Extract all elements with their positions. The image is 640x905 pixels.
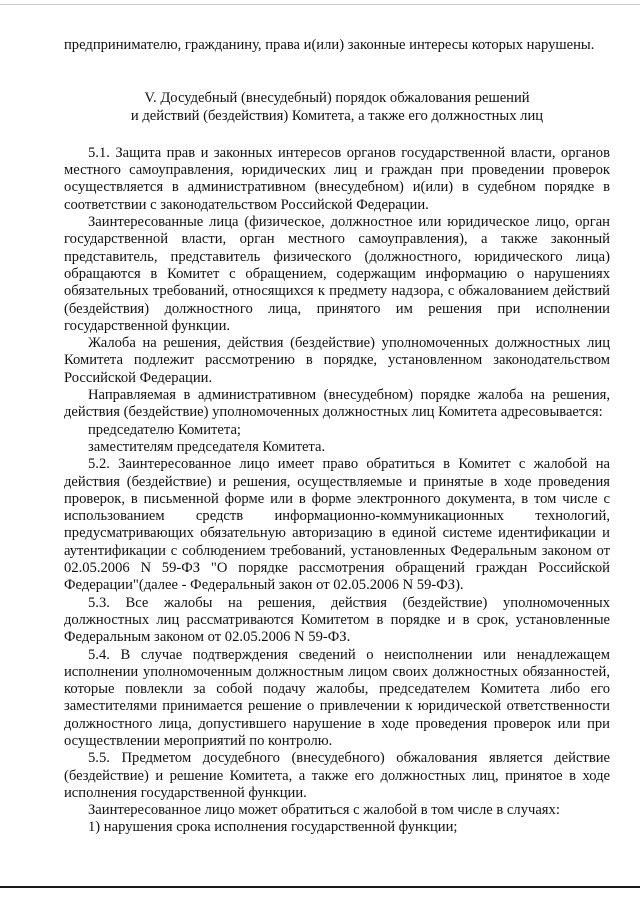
paragraph-5-3: 5.3. Все жалобы на решения, действия (бездействие) уполномоченных должностных лиц рассматриваются Комитетом в порядке и в срок, установленные Федеральным законом от 02.05.2006 N 59-ФЗ. [64, 594, 610, 646]
section-heading-line-2: и действий (бездействия) Комитета, а также его должностных лиц [130, 107, 544, 124]
paragraph-interested-persons: Заинтересованные лица (физическое, должностное или юридическое лицо, орган государственной власти, орган местного самоуправления), а также законный представитель, представитель физического (должностного, юридического лица) обращаются в Комитет с обращением, содержащим информацию о нарушениях обязательных требований, относящихся к предмету надзора, с обжалованием действий (бездействия) должностного лица, принятого им решения при исполнении государственной функции. [64, 214, 610, 334]
paragraph-cases: Заинтересованное лицо может обратиться с жалобой в том числе в случаях: [88, 802, 560, 819]
section-heading-line-1: V. Досудебный (внесудебный) порядок обжалования решений [144, 90, 530, 107]
document-page [64, 37, 610, 837]
scan-bottom-edge [0, 886, 640, 888]
paragraph-5-1: 5.1. Защита прав и законных интересов органов государственной власти, органов местного самоуправления, юридических лиц и граждан при проведении проверок осуществляется в административном (внесудебном) и(или) в судебном порядке в соответствии с законодательством Российской Федерации. [64, 144, 610, 213]
list-item-chairman: председателю Комитета; [88, 421, 241, 438]
section-heading [64, 90, 610, 125]
paragraph-complaint-address: Направляемая в административном (внесудебном) порядке жалоба на решения, действия (бездействие) уполномоченных должностных лиц Комитета адресовывается: [64, 387, 610, 421]
paragraph-5-4: 5.4. В случае подтверждения сведений о неисполнении или ненадлежащем исполнении уполномоченным должностным лицом своих должностных обязанностей, которые повлекли за собой подачу жалобы, председателем Комитета либо его заместителями принимается решение о привлечении к юридической ответственности должностного лица, допустившего нарушение в ходе проведения проверок или при осуществлении мероприятий по контролю. [64, 646, 610, 749]
paragraph-continuation: предпринимателю, гражданину, права и(или) законные интересы которых нарушены. [64, 37, 595, 53]
scan-top-edge [0, 4, 640, 5]
paragraph-complaint-review: Жалоба на решения, действия (бездействие) уполномоченных должностных лиц Комитета подлежит рассмотрению в порядке, установленном законодательством Российской Федерации. [64, 335, 610, 386]
paragraph-5-5: 5.5. Предметом досудебного (внесудебного) обжалования является действие (бездействие) и решение Комитета, а также его должностных лиц, принятое в ходе исполнения государственной функции. [64, 750, 610, 801]
list-item-deputies: заместителям председателя Комитета. [88, 438, 326, 455]
list-item-case-1: 1) нарушения срока исполнения государственной функции; [88, 819, 458, 836]
paragraph-5-2: 5.2. Заинтересованное лицо имеет право обратиться в Комитет с жалобой на действия (бездействие) и решения, осуществляемые и принятые в ходе проведения проверок, в письменной форме или в форме электронного документа, в том числе с использованием средств информационно-коммуникационных технологий, предусматривающих обязательную авторизацию в единой системе идентификации и аутентификации с соблюдением требований, установленных Федеральным законом от 02.05.2006 N 59-ФЗ "О порядке рассмотрения обращений граждан Российской Федерации"(далее - Федеральный закон от 02.05.2006 N 59-ФЗ). [64, 456, 610, 594]
